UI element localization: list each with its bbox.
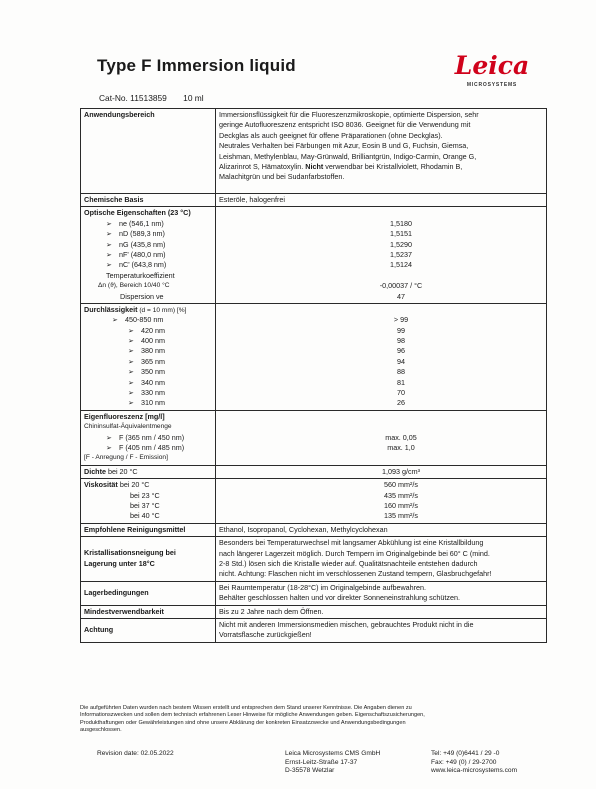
row-achtung <box>81 619 547 643</box>
row-durchlaessigkeit <box>81 303 547 410</box>
label-viskositaet: Viskosität bei 20 °C bei 23 °C bei 37 °C bei 40 °C <box>81 479 216 524</box>
label-optische-eigenschaften: Optische Eigenschaften (23 °C) ➢ ne (546,1 nm) ➢ nD (589,3 nm) ➢ nG (435,8 nm) ➢ nF' (480,0 nm) ➢ nC' (643,8 nm) Temperaturkoeffizient Δn (ϑ), Bereich 10/40 °C Dispersion νe <box>81 207 216 304</box>
label-durchlaessigkeit: Durchlässigkeit (d = 10 mm) [%] ➢ 450-850 nm ➢ 420 nm ➢ 400 nm ➢ 380 nm ➢ 365 nm ➢ 350 nm ➢ 340 nm ➢ 330 nm ➢ 310 nm <box>81 303 216 410</box>
label-dichte: Dichte bei 20 °C <box>81 465 216 478</box>
logo-wordmark: Leica <box>454 51 530 80</box>
value-lager: Bei Raumtemperatur (18-28°C) im Originalgebinde aufbewahren. Behälter geschlossen halten und vor direkter Sonneneinstrahlung schützen. <box>216 581 547 605</box>
row-mindest <box>81 605 547 618</box>
leica-logo <box>452 44 532 98</box>
row-eigenfluoreszenz <box>81 410 547 465</box>
catalog-line <box>99 93 218 103</box>
spec-table <box>80 108 547 643</box>
value-achtung: Nicht mit anderen Immersionsmedien mischen, gebrauchtes Produkt nicht in die Vorratsflasche zurückgießen! <box>216 619 547 643</box>
value-chemische-basis: Esteröle, halogenfrei <box>216 194 547 207</box>
catalog-number: Cat-No. 11513859 <box>99 93 167 103</box>
website-link[interactable]: www.leica-microsystems.com <box>431 767 518 775</box>
row-dichte <box>81 465 547 478</box>
row-kristallisation <box>81 537 547 582</box>
value-dichte: 1,093 g/cm³ <box>216 465 547 478</box>
value-eigenfluoreszenz: max. 0,05 max. 1,0 <box>216 410 547 465</box>
row-chemische-basis <box>81 194 547 207</box>
label-achtung: Achtung <box>81 619 216 643</box>
value-viskositaet: 560 mm²/s 435 mm²/s 160 mm²/s 135 mm²/s <box>216 479 547 524</box>
label-kristallisation: Kristallisationsneigung bei Lagerung unter 18°C <box>81 537 216 582</box>
label-eigenfluoreszenz: Eigenfluoreszenz [mg/l] Chininsulfat-Äquivalentmenge ➢ F (365 nm / 450 nm) ➢ F (405 nm / 485 nm) [F - Anregung / F - Emission] <box>81 410 216 465</box>
page-title: Type F Immersion liquid <box>97 56 296 75</box>
row-anwendung <box>81 109 547 194</box>
value-anwendung: Immersionsflüssigkeit für die Fluoreszenzmikroskopie, optimierte Dispersion, sehr geringe Autofluoreszenz entspricht ISO 8036. Geeignet für die Verwendung mit Deckglas als auch geeignet für offene Präparationen (ohne Deckglas). Neutrales Verhalten bei Färbungen mit Azur, Eosin B und G, Fuchsin, Giemsa, Leishman, Methylenblau, May-Grünwald, Brilliantgrün, Indigo-Carmin, Orange G, Alizarinrot S, Hämatoxylin. Nicht verwendbar bei Kristallviolett, Rhodamin B, Malachitgrün und bei Sudanfarbstoffen. <box>216 109 547 194</box>
row-reinigung <box>81 523 547 536</box>
company-contact: Tel: +49 (0)6441 / 29 -0 Fax: +49 (0) / 29-2700 www.leica-microsystems.com <box>431 750 518 775</box>
label-reinigung: Empfohlene Reinigungsmittel <box>81 523 216 536</box>
value-durchlaessigkeit: > 99 99 98 96 94 88 81 70 26 <box>216 303 547 410</box>
company-address: Leica Microsystems CMS GmbH Ernst-Leitz-Straße 17-37 D-35578 Wetzlar <box>285 750 381 775</box>
value-reinigung: Ethanol, Isopropanol, Cyclohexan, Methylcyclohexan <box>216 523 547 536</box>
row-optische-eigenschaften <box>81 207 547 304</box>
label-lager: Lagerbedingungen <box>81 581 216 605</box>
value-mindest: Bis zu 2 Jahre nach dem Öffnen. <box>216 605 547 618</box>
label-mindest: Mindestverwendbarkeit <box>81 605 216 618</box>
row-lager <box>81 581 547 605</box>
value-optische-eigenschaften: 1,5180 1,5151 1,5290 1,5237 1,5124 -0,00037 / °C 47 <box>216 207 547 304</box>
label-chemische-basis: Chemische Basis <box>81 194 216 207</box>
disclaimer: Die aufgeführten Daten wurden nach bestem Wissen erstellt und entsprechen dem Stand unserer Kenntnisse. Die Angaben dienen zu Informationszwecken und sollen dem technisch erfahrenen Leser Hinweise für mögliche Anwendungen geben. Eigenschaftszusicherungen, Produkthaftungen oder Gewährleistungen sind ohne unsere Abklärung der konkreten Einsatzzwecke und Anwendungsbedingungen ausgeschlossen. <box>80 705 425 734</box>
value-kristallisation: Besonders bei Temperaturwechsel mit langsamer Abkühlung ist eine Kristallbildung nach längerer Lagerzeit möglich. Durch Tempern im Originalgebinde bei 60° C (mind. 2-8 Std.) lösen sich die Kristalle wieder auf. Qualitätsnachteile entstehen dadurch nicht. Achtung: Flaschen nicht im verschlossenen Zustand tempern, Glasbruchgefahr! <box>216 537 547 582</box>
row-viskositaet <box>81 479 547 524</box>
label-anwendung: Anwendungsbereich <box>81 109 216 194</box>
package-volume: 10 ml <box>183 93 204 103</box>
logo-subtitle: MICROSYSTEMS <box>466 82 518 88</box>
revision-date: Revision date: 02.05.2022 <box>97 750 174 757</box>
